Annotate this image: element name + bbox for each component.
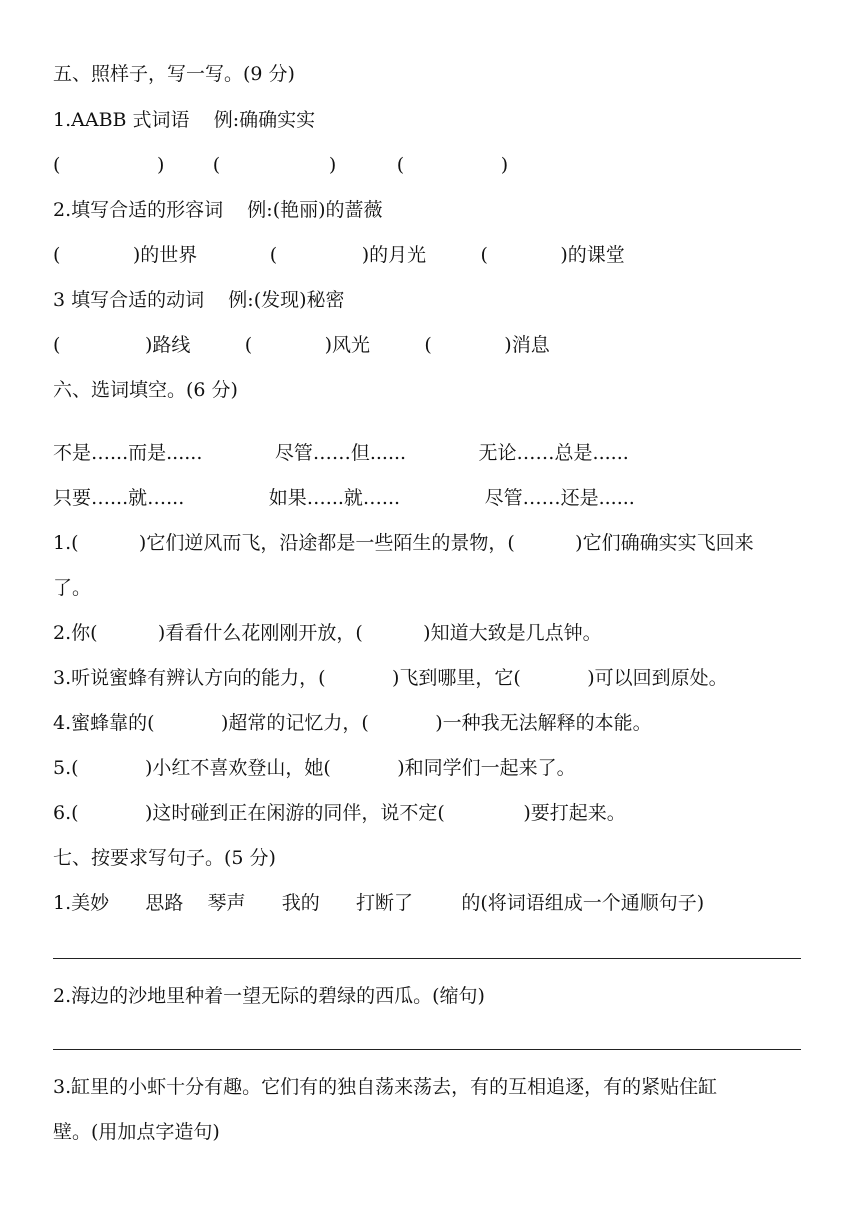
- section7-q2: 2.海边的沙地里种着一望无际的碧绿的西瓜。(缩句): [53, 985, 485, 1007]
- section6-q5: 5.( )小红不喜欢登山，她( )和同学们一起来了。: [53, 757, 576, 779]
- section6-word-choices-row1: 不是…...而是...... 尽管……但...... 无论……总是......: [53, 442, 629, 464]
- section6-q1-line2: 了。: [53, 577, 92, 599]
- section7-title: 七、按要求写句子。(5 分): [53, 847, 276, 869]
- section5-q3: 3 填写合适的动词 例:(发现)秘密: [53, 289, 345, 311]
- section7-q3-line2: 壁。(用加点字造句): [53, 1121, 220, 1143]
- section7-q1: 1.美妙 思路 琴声 我的 打断了 的(将词语组成一个通顺句子): [53, 892, 705, 914]
- section6-word-choices-row2: 只要…...就…... 如果…...就…... 尽管……还是......: [53, 487, 635, 509]
- section6-q2: 2.你( )看看什么花刚刚开放，( )知道大致是几点钟。: [53, 622, 602, 644]
- section5-q3-blanks: ( )路线 ( )风光 ( )消息: [53, 334, 550, 356]
- section6-title: 六、选词填空。(6 分): [53, 379, 238, 401]
- section5-q1: 1.AABB 式词语 例:确确实实: [53, 109, 316, 131]
- section6-q4: 4.蜜蜂靠的( )超常的记忆力，( )一种我无法解释的本能。: [53, 712, 652, 734]
- section6-q3: 3.听说蜜蜂有辨认方向的能力，( )飞到哪里，它( )可以回到原处。: [53, 667, 728, 689]
- section6-q6: 6.( )这时碰到正在闲游的同伴，说不定( )要打起来。: [53, 802, 626, 824]
- section5-q1-blanks: ( ) ( ) ( ): [53, 154, 509, 176]
- answer-line-q2[interactable]: [53, 1049, 801, 1050]
- section5-title: 五、照样子，写一写。(9 分): [53, 63, 295, 85]
- section6-q1-line1: 1.( )它们逆风而飞，沿途都是一些陌生的景物，( )它们确确实实飞回来: [53, 532, 754, 554]
- answer-line-q1[interactable]: [53, 958, 801, 959]
- section5-q2-blanks: ( )的世界 ( )的月光 ( )的课堂: [53, 244, 625, 266]
- section7-q3-line1: 3.缸里的小虾十分有趣。它们有的独自荡来荡去，有的互相追逐，有的紧贴住缸: [53, 1076, 718, 1098]
- section5-q2: 2.填写合适的形容词 例:(艳丽)的蔷薇: [53, 199, 383, 221]
